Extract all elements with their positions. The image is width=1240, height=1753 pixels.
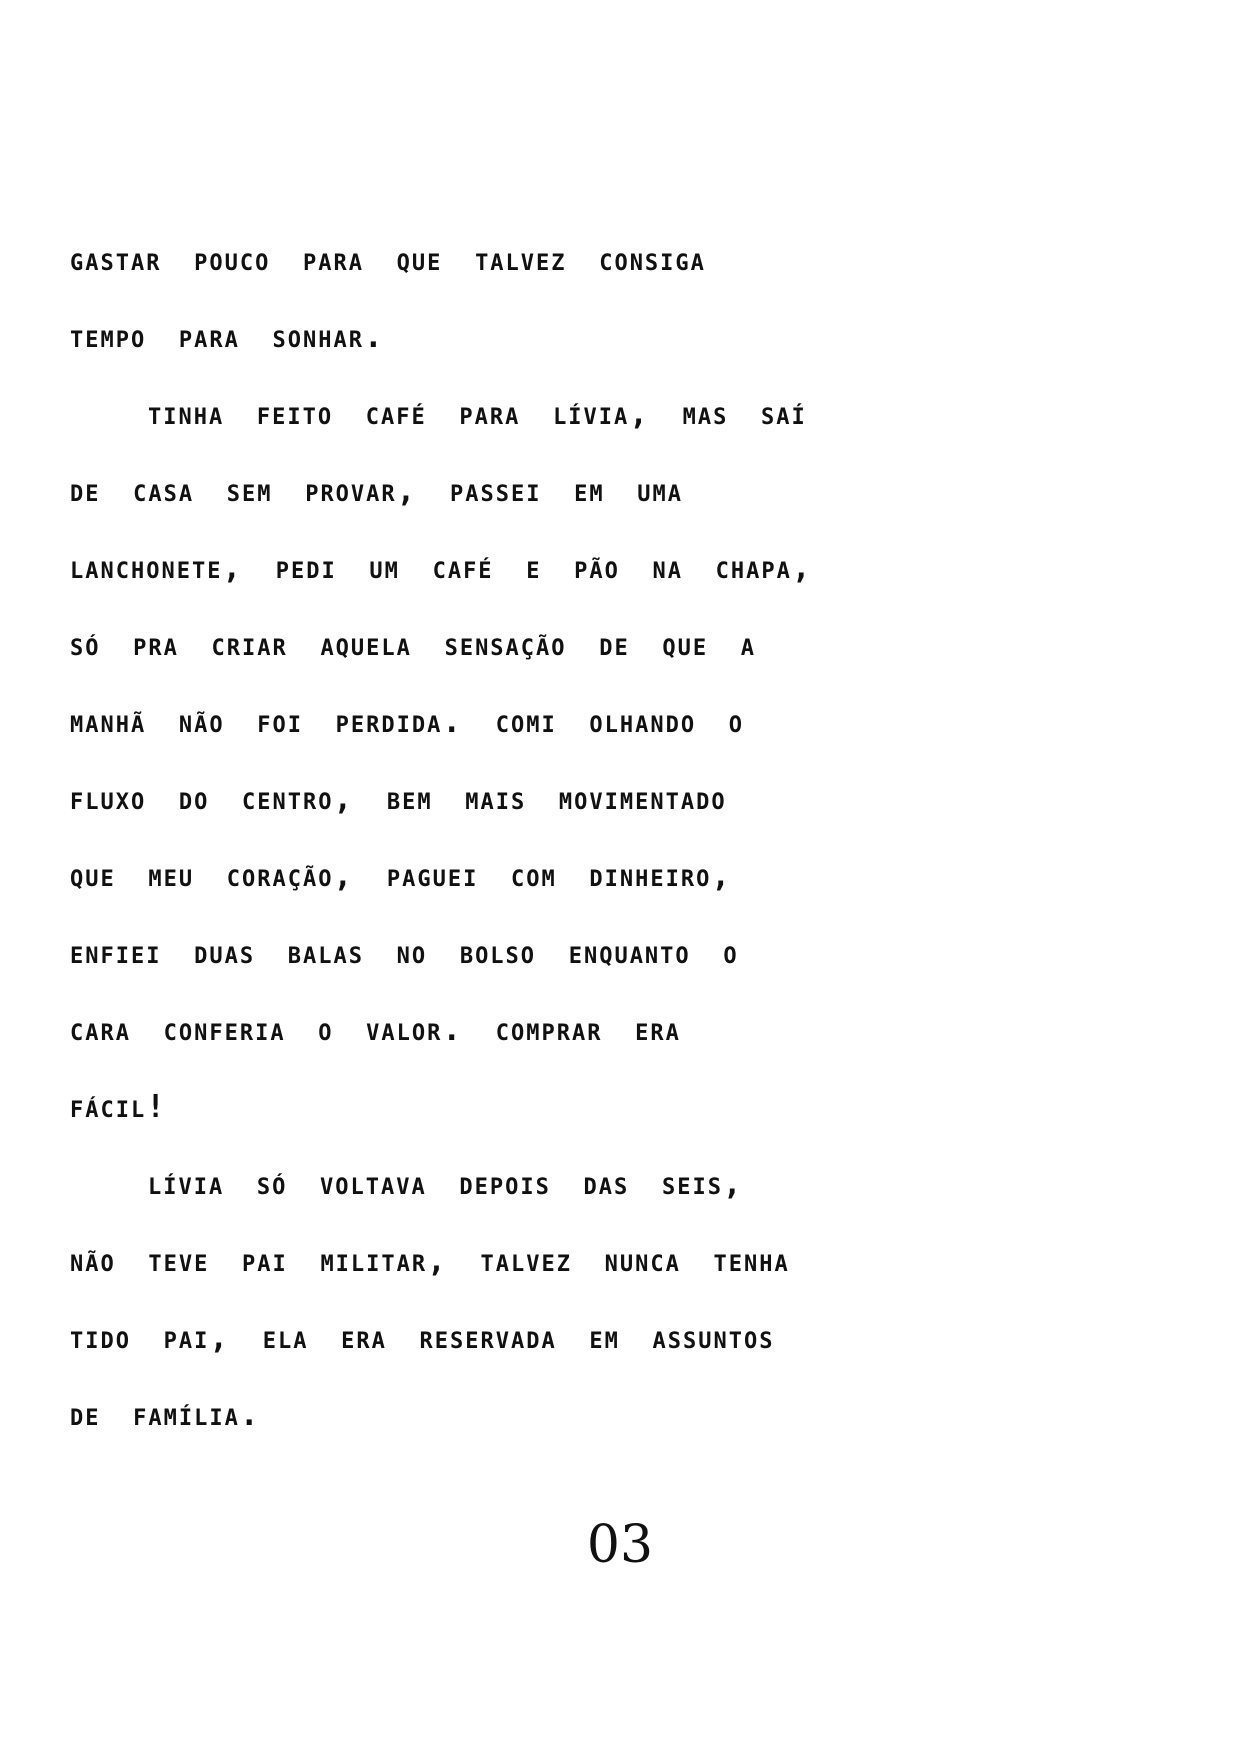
text-line: cara conferia o valor. comprar era (70, 1012, 681, 1048)
text-line: tido pai, ela era reservada em assuntos (70, 1320, 775, 1356)
text-line: só pra criar aquela sensação de que a (70, 627, 756, 663)
text-line: lívia só voltava depois das seis, (148, 1166, 744, 1202)
text-line: tempo para sonhar. (70, 319, 385, 355)
text-line: de família. (70, 1397, 261, 1433)
text-line: de casa sem provar, passei em uma (70, 473, 684, 509)
text-line: manhã não foi perdida. comi olhando o (70, 704, 744, 740)
text-line: não teve pai militar, talvez nunca tenha (70, 1243, 790, 1279)
text-line: enfiei duas balas no bolso enquanto o (70, 935, 739, 971)
text-line: tinha feito café para lívia, mas saí (148, 396, 807, 432)
text-line: que meu coração, paguei com dinheiro, (70, 858, 732, 894)
text-line: fluxo do centro, bem mais movimentado (70, 781, 727, 817)
text-line: gastar pouco para que talvez consiga (70, 242, 706, 278)
text-line: lanchonete, pedi um café e pão na chapa, (70, 550, 813, 586)
page-number: 03 (586, 1515, 654, 1575)
text-line: fácil! (70, 1089, 167, 1125)
body-text (70, 222, 1220, 1454)
